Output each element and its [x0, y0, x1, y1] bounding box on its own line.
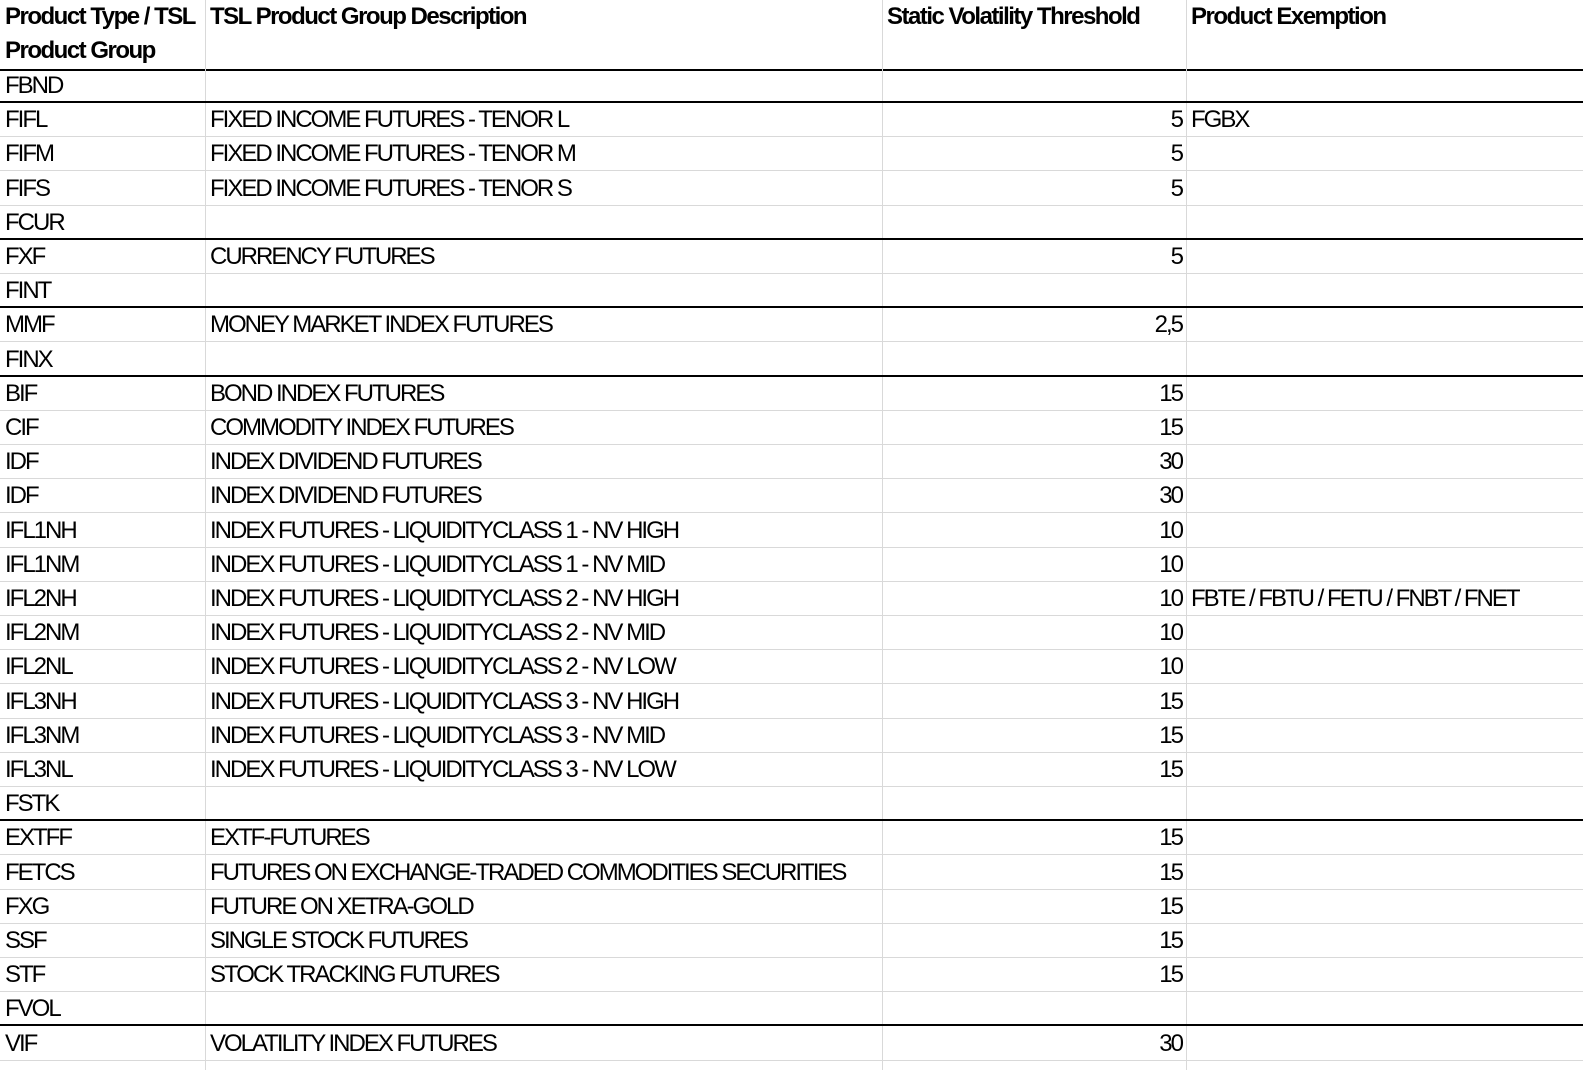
description-cell[interactable]: STOCK TRACKING FUTURES	[210, 961, 499, 989]
threshold-cell[interactable]: 5	[1170, 174, 1182, 202]
exemption-cell[interactable]	[1186, 1027, 1583, 1061]
threshold-cell[interactable]: 30	[1159, 448, 1182, 476]
product-code-cell[interactable]: IDF	[5, 482, 38, 510]
header-static-volatility-threshold[interactable]: Static Volatility Threshold	[887, 3, 1140, 30]
exemption-cell[interactable]: FBTE / FBTU / FETU / FNBT / FNET	[1191, 585, 1519, 612]
product-code-cell[interactable]: FXF	[5, 243, 45, 270]
description-cell[interactable]: INDEX DIVIDEND FUTURES	[210, 448, 481, 476]
exemption-cell[interactable]: FGBX	[1191, 106, 1249, 134]
threshold-cell[interactable]: 10	[1159, 619, 1182, 647]
exemption-cell[interactable]	[1186, 890, 1583, 924]
product-code-cell[interactable]: IFL3NM	[5, 721, 79, 749]
description-cell[interactable]: INDEX FUTURES - LIQUIDITYCLASS 2 - NV MID	[210, 619, 665, 647]
exemption-cell[interactable]	[1186, 787, 1583, 821]
group-row	[0, 69, 1583, 103]
description-cell[interactable]: INDEX FUTURES - LIQUIDITYCLASS 1 - NV HIGH	[210, 516, 679, 544]
table-row	[0, 1027, 1583, 1061]
description-cell[interactable]: INDEX FUTURES - LIQUIDITYCLASS 3 - NV HIGH	[210, 687, 679, 715]
product-code-cell[interactable]: FIFM	[5, 140, 53, 168]
threshold-cell[interactable]: 15	[1159, 687, 1182, 715]
exemption-cell[interactable]	[1186, 616, 1583, 650]
description-cell[interactable]	[205, 343, 882, 377]
product-code-cell[interactable]: FINT	[5, 277, 51, 305]
exemption-cell[interactable]	[1186, 856, 1583, 890]
product-code-cell[interactable]: EXTFF	[5, 824, 71, 852]
table-row	[0, 172, 1583, 206]
description-cell[interactable]: VOLATILITY INDEX FUTURES	[210, 1029, 496, 1057]
table-row	[0, 856, 1583, 890]
group-row	[0, 787, 1583, 821]
exemption-cell[interactable]	[1186, 924, 1583, 958]
threshold-cell[interactable]	[882, 343, 1186, 377]
exemption-cell[interactable]	[1186, 821, 1583, 855]
exemption-cell[interactable]	[1186, 274, 1583, 308]
product-code-cell[interactable]: CIF	[5, 414, 38, 441]
exemption-cell[interactable]	[1186, 377, 1583, 411]
threshold-cell[interactable]: 10	[1159, 653, 1182, 681]
exemption-cell[interactable]	[1186, 445, 1583, 479]
description-cell[interactable]: INDEX DIVIDEND FUTURES	[210, 482, 481, 510]
threshold-cell[interactable]	[882, 206, 1186, 240]
description-cell[interactable]: INDEX FUTURES - LIQUIDITYCLASS 3 - NV MID	[210, 721, 665, 749]
description-cell[interactable]	[205, 69, 882, 103]
product-code-cell[interactable]: IFL2NM	[5, 619, 79, 647]
exemption-cell[interactable]	[1186, 69, 1583, 103]
description-cell[interactable]: FIXED INCOME FUTURES - TENOR M	[210, 140, 575, 168]
product-code-cell[interactable]: FVOL	[5, 995, 60, 1023]
exemption-cell[interactable]	[1186, 240, 1583, 274]
threshold-cell[interactable]: 10	[1159, 585, 1182, 612]
table-row	[0, 582, 1583, 616]
description-cell[interactable]: INDEX FUTURES - LIQUIDITYCLASS 3 - NV LOW	[210, 756, 675, 783]
description-cell[interactable]: FIXED INCOME FUTURES - TENOR S	[210, 174, 571, 202]
exemption-cell[interactable]	[1186, 137, 1583, 171]
exemption-cell[interactable]	[1186, 650, 1583, 684]
product-code-cell[interactable]: FCUR	[5, 208, 64, 236]
product-code-cell[interactable]: FETCS	[5, 858, 74, 886]
threshold-cell[interactable]: 15	[1159, 824, 1182, 852]
description-cell[interactable]: CURRENCY FUTURES	[210, 243, 434, 270]
threshold-cell[interactable]: 5	[1170, 243, 1182, 270]
description-cell[interactable]: EXTF-FUTURES	[210, 824, 369, 852]
header-product-type[interactable]: Product Type / TSL Product Group	[5, 3, 195, 64]
product-code-cell[interactable]: IFL3NH	[5, 687, 76, 715]
description-cell[interactable]	[205, 787, 882, 821]
description-cell[interactable]: SINGLE STOCK FUTURES	[210, 927, 467, 954]
exemption-cell[interactable]	[1186, 548, 1583, 582]
threshold-cell[interactable]: 15	[1159, 379, 1182, 407]
threshold-cell[interactable]: 15	[1159, 756, 1182, 783]
product-code-cell[interactable]: IFL1NH	[5, 516, 76, 544]
exemption-cell[interactable]	[1186, 411, 1583, 445]
product-code-cell[interactable]: FIFS	[5, 174, 49, 202]
exemption-cell[interactable]	[1186, 958, 1583, 992]
product-code-cell[interactable]: IFL3NL	[5, 756, 72, 783]
group-row	[0, 343, 1583, 377]
group-row	[0, 206, 1583, 240]
threshold-cell[interactable]	[882, 274, 1186, 308]
threshold-cell[interactable]: 10	[1159, 516, 1182, 544]
table-row	[0, 616, 1583, 650]
threshold-cell[interactable]: 30	[1159, 482, 1182, 510]
table-row	[0, 240, 1583, 274]
product-code-cell[interactable]: FSTK	[5, 790, 59, 818]
exemption-cell[interactable]	[1186, 172, 1583, 206]
product-code-cell[interactable]: IFL2NL	[5, 653, 72, 681]
table-row	[0, 445, 1583, 479]
product-code-cell[interactable]: FIFL	[5, 106, 47, 134]
threshold-cell[interactable]: 10	[1159, 550, 1182, 578]
product-code-cell[interactable]: FXG	[5, 892, 49, 920]
exemption-cell[interactable]	[1186, 753, 1583, 787]
description-cell[interactable]: COMMODITY INDEX FUTURES	[210, 414, 513, 441]
product-code-cell[interactable]: IFL1NM	[5, 550, 79, 578]
table-row	[0, 685, 1583, 719]
exemption-cell[interactable]	[1186, 308, 1583, 342]
table-row	[0, 479, 1583, 513]
product-code-cell[interactable]: VIF	[5, 1029, 37, 1057]
table-row	[0, 821, 1583, 855]
table-row	[0, 958, 1583, 992]
threshold-cell[interactable]: 30	[1159, 1029, 1182, 1057]
threshold-cell[interactable]: 15	[1159, 414, 1182, 441]
product-code-cell[interactable]: IFL2NH	[5, 585, 76, 612]
product-code-cell[interactable]: BIF	[5, 379, 37, 407]
table-row	[0, 411, 1583, 445]
description-cell[interactable]: INDEX FUTURES - LIQUIDITYCLASS 1 - NV MID	[210, 550, 665, 578]
exemption-cell[interactable]	[1186, 719, 1583, 753]
exemption-cell[interactable]	[1186, 992, 1583, 1026]
description-cell[interactable]: MONEY MARKET INDEX FUTURES	[210, 311, 552, 339]
threshold-cell[interactable]: 2,5	[1154, 311, 1182, 339]
product-code-cell[interactable]: MMF	[5, 311, 54, 339]
exemption-cell[interactable]	[1186, 343, 1583, 377]
product-code-cell[interactable]: STF	[5, 961, 45, 989]
header-description[interactable]: TSL Product Group Description	[210, 3, 527, 30]
threshold-cell[interactable]: 5	[1170, 106, 1182, 134]
exemption-cell[interactable]	[1186, 479, 1583, 513]
table-row	[0, 650, 1583, 684]
group-row	[0, 274, 1583, 308]
description-cell[interactable]: FUTURES ON EXCHANGE-TRADED COMMODITIES SECURITIES	[210, 858, 846, 886]
header-product-exemption[interactable]: Product Exemption	[1191, 3, 1386, 30]
group-row	[0, 992, 1583, 1026]
description-cell[interactable]: BOND INDEX FUTURES	[210, 379, 444, 407]
threshold-cell[interactable]: 15	[1159, 721, 1182, 749]
header-row	[0, 0, 1583, 71]
exemption-cell[interactable]	[1186, 514, 1583, 548]
description-cell[interactable]	[205, 992, 882, 1026]
threshold-cell[interactable]: 15	[1159, 892, 1182, 920]
threshold-cell[interactable]	[882, 992, 1186, 1026]
table-row	[0, 514, 1583, 548]
product-code-cell[interactable]: FINX	[5, 345, 52, 373]
threshold-cell[interactable]: 15	[1159, 961, 1182, 989]
description-cell[interactable]: INDEX FUTURES - LIQUIDITYCLASS 2 - NV LOW	[210, 653, 675, 681]
description-cell[interactable]	[205, 274, 882, 308]
table-row	[0, 890, 1583, 924]
table-row	[0, 719, 1583, 753]
table-row	[0, 548, 1583, 582]
exemption-cell[interactable]	[1186, 206, 1583, 240]
product-code-cell[interactable]: SSF	[5, 927, 46, 954]
threshold-cell[interactable]	[882, 69, 1186, 103]
table-row	[0, 308, 1583, 342]
table-row	[0, 924, 1583, 958]
description-cell[interactable]: FUTURE ON XETRA-GOLD	[210, 892, 473, 920]
description-cell[interactable]: INDEX FUTURES - LIQUIDITYCLASS 2 - NV HIGH	[210, 585, 679, 612]
description-cell[interactable]	[205, 206, 882, 240]
description-cell[interactable]: FIXED INCOME FUTURES - TENOR L	[210, 106, 569, 134]
product-code-cell[interactable]: FBND	[5, 72, 63, 99]
table-row	[0, 753, 1583, 787]
exemption-cell[interactable]	[1186, 685, 1583, 719]
threshold-cell[interactable]	[882, 787, 1186, 821]
table-row	[0, 103, 1583, 137]
threshold-cell[interactable]: 15	[1159, 927, 1182, 954]
product-code-cell[interactable]: IDF	[5, 448, 38, 476]
table-row	[0, 377, 1583, 411]
table-row	[0, 137, 1583, 171]
threshold-cell[interactable]: 15	[1159, 858, 1182, 886]
threshold-cell[interactable]: 5	[1170, 140, 1182, 168]
